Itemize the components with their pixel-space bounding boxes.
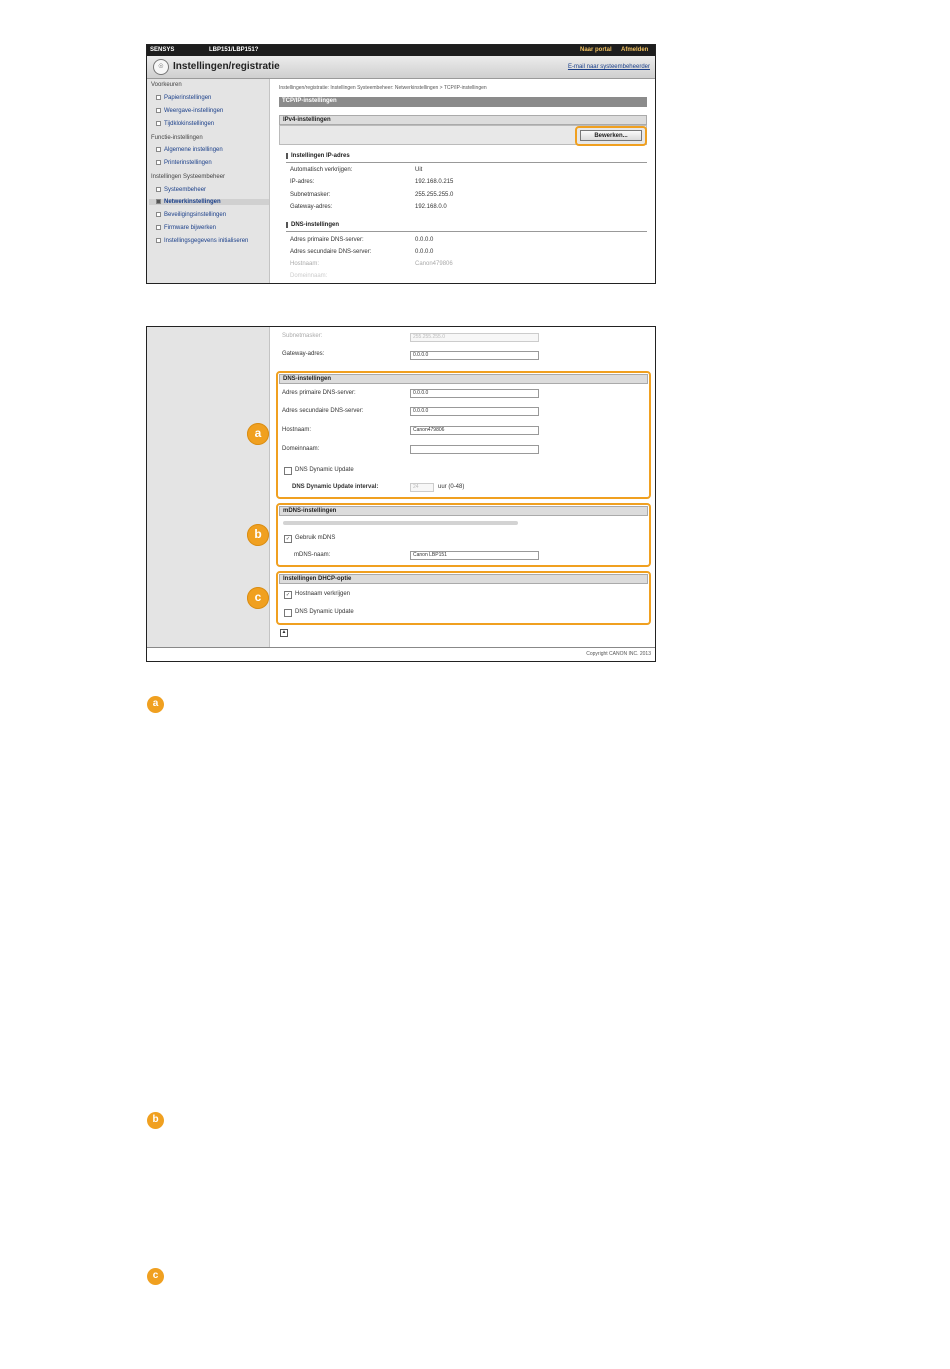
- secondary-dns-value: 0.0.0.0: [415, 249, 434, 255]
- screenshot-edit-form: [146, 326, 656, 662]
- gateway-label: Gateway-adres:: [290, 204, 333, 210]
- sidebar-item-network[interactable]: Netwerkinstellingen: [149, 199, 269, 205]
- marker-b: b: [247, 524, 269, 546]
- hostname-label: Hostnaam:: [282, 427, 312, 433]
- blurred-description: [283, 521, 518, 525]
- primary-dns-input[interactable]: 0.0.0.0: [410, 389, 539, 398]
- sidebar: [147, 79, 270, 283]
- primary-dns-value: 0.0.0.0: [415, 237, 434, 243]
- sidebar-heading-functions: Functie-instellingen: [151, 135, 203, 141]
- gateway-input[interactable]: 0.0.0.0: [410, 351, 539, 360]
- primary-dns-label: Adres primaire DNS-server:: [290, 237, 364, 243]
- model-label: LBP151/LBP151?: [209, 47, 259, 53]
- ipv4-section-label: IPv4-instellingen: [279, 115, 647, 125]
- sidebar-item-system[interactable]: Systeembeheer: [156, 187, 206, 193]
- auto-obtain-value: Uit: [415, 167, 423, 173]
- screenshot-tcpip-overview: [146, 44, 656, 284]
- dhcp-dynamic-update-checkbox[interactable]: [284, 609, 292, 617]
- mdns-name-input[interactable]: Canon LBP151: [410, 551, 539, 560]
- marker-c: c: [247, 587, 269, 609]
- edit-button[interactable]: Bewerken...: [580, 130, 642, 141]
- sidebar-item-security[interactable]: Beveiligingsinstellingen: [156, 212, 226, 218]
- domain-label: Domeinnaam:: [290, 273, 328, 279]
- ip-address-label: IP-adres:: [290, 179, 315, 185]
- page-title: TCP/IP-instellingen: [279, 97, 647, 107]
- subnet-label: Subnetmasker:: [282, 333, 323, 339]
- subnet-input[interactable]: 255.255.255.0: [410, 333, 539, 342]
- brand-label: SENSYS: [150, 47, 175, 53]
- hostname-value: Canon479806: [415, 261, 453, 267]
- logout-link[interactable]: Afmelden: [621, 47, 649, 53]
- subnet-label: Subnetmasker:: [290, 192, 331, 198]
- copyright-text: Copyright CANON INC. 2013: [586, 651, 651, 657]
- mdns-name-label: mDNS-naam:: [294, 552, 331, 558]
- use-mdns-checkbox[interactable]: ✓: [285, 536, 291, 542]
- use-mdns-label: Gebruik mDNS: [295, 535, 336, 541]
- sidebar-item-paper[interactable]: Papierinstellingen: [156, 95, 211, 101]
- header-title: Instellingen/registratie: [173, 61, 280, 72]
- dns-dynamic-update-checkbox[interactable]: [284, 467, 292, 475]
- divider: [286, 231, 647, 232]
- gateway-value: 192.168.0.0: [415, 204, 447, 210]
- auto-obtain-label: Automatisch verkrijgen:: [290, 167, 353, 173]
- dns-interval-input[interactable]: 24: [410, 483, 434, 492]
- ip-address-value: 192.168.0.215: [415, 179, 454, 185]
- breadcrumb: Instellingen/registratie: Instellingen Systeembeheer: Netwerkinstellingen > TCP/IP-instellingen: [279, 85, 487, 91]
- hostname-obtain-checkbox[interactable]: ✓: [285, 592, 291, 598]
- divider: [286, 162, 647, 163]
- explanation-marker-b: b: [147, 1112, 164, 1129]
- dhcp-dynamic-update-label: DNS Dynamic Update: [295, 609, 354, 615]
- explanation-marker-c: c: [147, 1268, 164, 1285]
- dns-dynamic-update-label: DNS Dynamic Update: [295, 467, 354, 473]
- hostname-obtain-label: Hostnaam verkrijgen: [295, 591, 351, 597]
- hostname-label: Hostnaam:: [290, 261, 320, 267]
- sidebar-item-display[interactable]: Weergave-instellingen: [156, 108, 223, 114]
- sidebar-item-firmware[interactable]: Firmware bijwerken: [156, 225, 216, 231]
- sidebar-item-general[interactable]: Algemene instellingen: [156, 147, 223, 153]
- subnet-value: 255.255.255.0: [415, 192, 454, 198]
- secondary-dns-input[interactable]: 0.0.0.0: [410, 407, 539, 416]
- mail-admin-link[interactable]: E-mail naar systeembeheerder: [567, 64, 650, 70]
- hostname-input[interactable]: Canon479806: [410, 426, 539, 435]
- sidebar-item-printer[interactable]: Printerinstellingen: [156, 160, 212, 166]
- sidebar-heading-admin: Instellingen Systeembeheer: [151, 174, 226, 180]
- dns-interval-label: DNS Dynamic Update interval:: [292, 484, 379, 490]
- canon-logo-icon: ☉: [153, 59, 169, 75]
- dns-heading: DNS-instellingen: [286, 222, 339, 228]
- sidebar-item-init[interactable]: Instellingsgegevens initialiseren: [156, 238, 248, 244]
- explanation-marker-a: a: [147, 696, 164, 713]
- gateway-label: Gateway-adres:: [282, 351, 325, 357]
- secondary-dns-label: Adres secundaire DNS-server:: [282, 408, 364, 414]
- top-bar: [147, 45, 655, 56]
- sidebar-item-timer[interactable]: Tijdklokinstellingen: [156, 121, 214, 127]
- mdns-section-title: mDNS-instellingen: [279, 506, 648, 516]
- domain-label: Domeinnaam:: [282, 446, 320, 452]
- marker-a: a: [247, 423, 269, 445]
- footer-divider: [147, 647, 655, 648]
- dns-section-title: DNS-instellingen: [279, 374, 648, 384]
- sidebar-heading-preferences: Voorkeuren: [151, 82, 182, 88]
- portal-link[interactable]: Naar portal: [580, 47, 612, 53]
- primary-dns-label: Adres primaire DNS-server:: [282, 390, 356, 396]
- page-header: [147, 56, 655, 79]
- domain-input[interactable]: [410, 445, 539, 454]
- scroll-top-icon[interactable]: ▲: [281, 629, 287, 635]
- dns-interval-unit: uur (0-48): [438, 484, 465, 490]
- secondary-dns-label: Adres secundaire DNS-server:: [290, 249, 372, 255]
- ip-address-heading: Instellingen IP-adres: [286, 153, 350, 159]
- dhcp-section-title: Instellingen DHCP-optie: [279, 574, 648, 584]
